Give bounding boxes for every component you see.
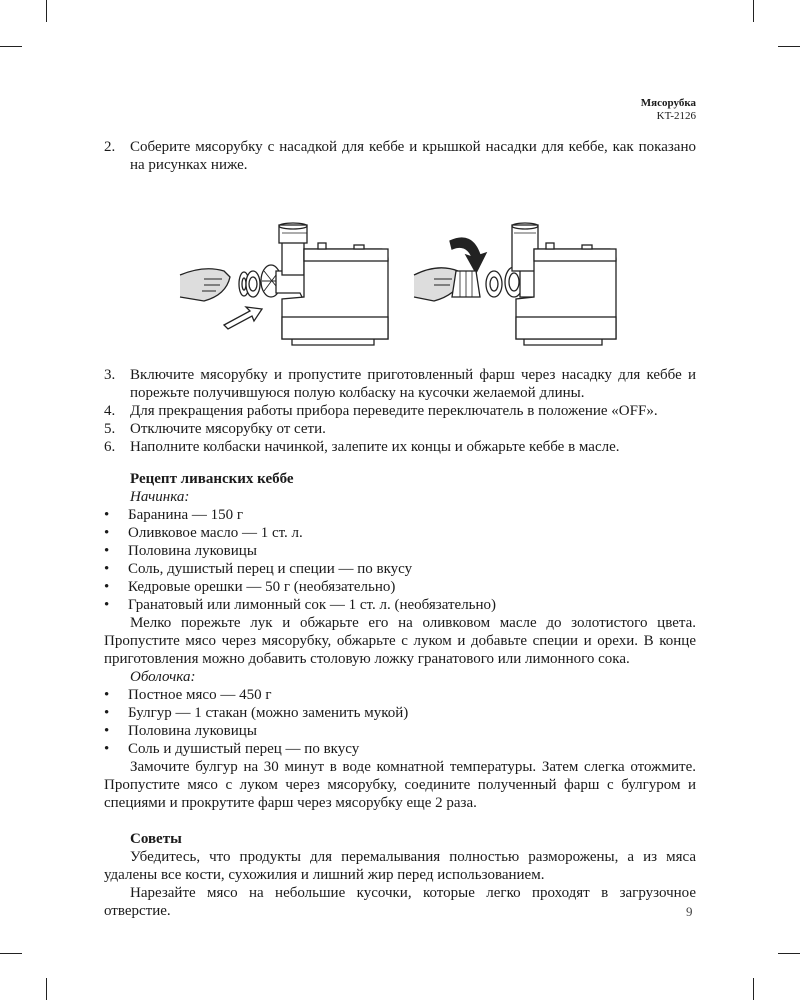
list-item: [104, 578, 696, 596]
crop-mark: [46, 978, 47, 1000]
header-model: KT-2126: [656, 110, 696, 122]
rotate-arrow-icon: [450, 238, 486, 273]
ingredient: Баранина — 150 г: [128, 507, 244, 523]
list-item: [104, 686, 696, 704]
step-text: Отключите мясорубку от сети.: [130, 421, 326, 437]
list-item: [104, 704, 696, 722]
crop-mark: [0, 46, 22, 47]
bullet: •: [104, 579, 110, 595]
shell-subtitle: Оболочка:: [130, 669, 196, 685]
steps-list-a: [104, 138, 696, 174]
bullet: •: [104, 687, 110, 703]
recipe-title: Рецепт ливанских кеббе: [130, 471, 294, 487]
list-item: [104, 722, 696, 740]
list-item: [104, 740, 696, 758]
list-item: [104, 542, 696, 560]
ingredient: Половина луковицы: [128, 723, 257, 739]
ingredient: Соль и душистый перец — по вкусу: [128, 741, 360, 757]
crop-mark: [778, 46, 800, 47]
ingredient: Оливковое масло — 1 ст. л.: [128, 525, 303, 541]
crop-mark: [753, 978, 754, 1000]
header-title: Мясорубка: [640, 97, 696, 109]
step-number: 5.: [104, 421, 116, 437]
tips-paragraph: Убедитесь, что продукты для перемалывания полностью разморожены, а из мяса удалены все кости, сухожилия и лишний жир перед использованием.: [104, 849, 696, 883]
ingredient: Половина луковицы: [128, 543, 257, 559]
list-item: [104, 420, 696, 438]
meat-grinder-assembly-icon: [104, 179, 696, 359]
bullet: •: [104, 741, 110, 757]
list-item: [104, 596, 696, 614]
hand-icon: [180, 269, 230, 301]
list-item: [104, 506, 696, 524]
ingredient: Гранатовый или лимонный сок — 1 ст. л. (необязательно): [128, 597, 497, 613]
bullet: •: [104, 723, 110, 739]
step-text: Соберите мясорубку с насадкой для кеббе и крышкой насадки для кеббе, как показано на рисунках ниже.: [130, 139, 696, 173]
list-item: [104, 438, 696, 456]
ingredient: Постное мясо — 450 г: [128, 687, 272, 703]
shell-list: [104, 686, 696, 758]
assembly-figure: [104, 179, 696, 359]
bullet: •: [104, 705, 110, 721]
tips-paragraph: Нарезайте мясо на небольшие кусочки, которые легко проходят в загрузочное отверстие.: [104, 885, 696, 919]
crop-mark: [0, 953, 22, 954]
list-item: [104, 524, 696, 542]
ingredient: Кедровые орешки — 50 г (необязательно): [128, 579, 396, 595]
list-item: [104, 560, 696, 578]
list-item: [104, 402, 696, 420]
step-text: Наполните колбаски начинкой, залепите их концы и обжарьте кеббе в масле.: [130, 439, 620, 455]
bullet: •: [104, 507, 110, 523]
crop-mark: [46, 0, 47, 22]
filling-subtitle: Начинка:: [130, 489, 190, 505]
ingredient: Соль, душистый перец и специи — по вкусу: [128, 561, 413, 577]
step-number: 4.: [104, 403, 116, 419]
crop-mark: [778, 953, 800, 954]
steps-list-b: [104, 366, 696, 456]
page-number: 9: [686, 904, 693, 919]
page-content: [104, 138, 696, 920]
arrow-icon: [224, 307, 262, 329]
step-text: Включите мясорубку и пропустите приготовленный фарш через насадку для кеббе и порежьте получившуюся полую колбаску на кусочки желаемой длины.: [130, 367, 696, 401]
list-item: [104, 138, 696, 174]
bullet: •: [104, 597, 110, 613]
tips-title: Советы: [130, 831, 182, 847]
crop-mark: [753, 0, 754, 22]
step-text: Для прекращения работы прибора переведите переключатель в положение «OFF».: [130, 403, 658, 419]
bullet: •: [104, 561, 110, 577]
ingredient: Булгур — 1 стакан (можно заменить мукой): [128, 705, 409, 721]
step-number: 2.: [104, 139, 116, 155]
filling-instructions: Мелко порежьте лук и обжарьте его на оливковом масле до золотистого цвета. Пропустите мясо через мясорубку, обжарьте с луком и добавьте специи и орехи. В конце приготовления можно добавить столовую ложку гранатового или лимонного сока.: [104, 615, 696, 667]
page-header: [641, 97, 696, 123]
bullet: •: [104, 543, 110, 559]
step-number: 6.: [104, 439, 116, 455]
filling-list: [104, 506, 696, 614]
step-number: 3.: [104, 367, 116, 383]
bullet: •: [104, 525, 110, 541]
shell-instructions: Замочите булгур на 30 минут в воде комнатной температуры. Затем слегка отожмите. Пропустите мясо с луком через мясорубку, соедините полученный фарш с булгуром и специями и прокрутите фарш через мясорубку еще 2 раза.: [104, 759, 696, 811]
list-item: [104, 366, 696, 402]
